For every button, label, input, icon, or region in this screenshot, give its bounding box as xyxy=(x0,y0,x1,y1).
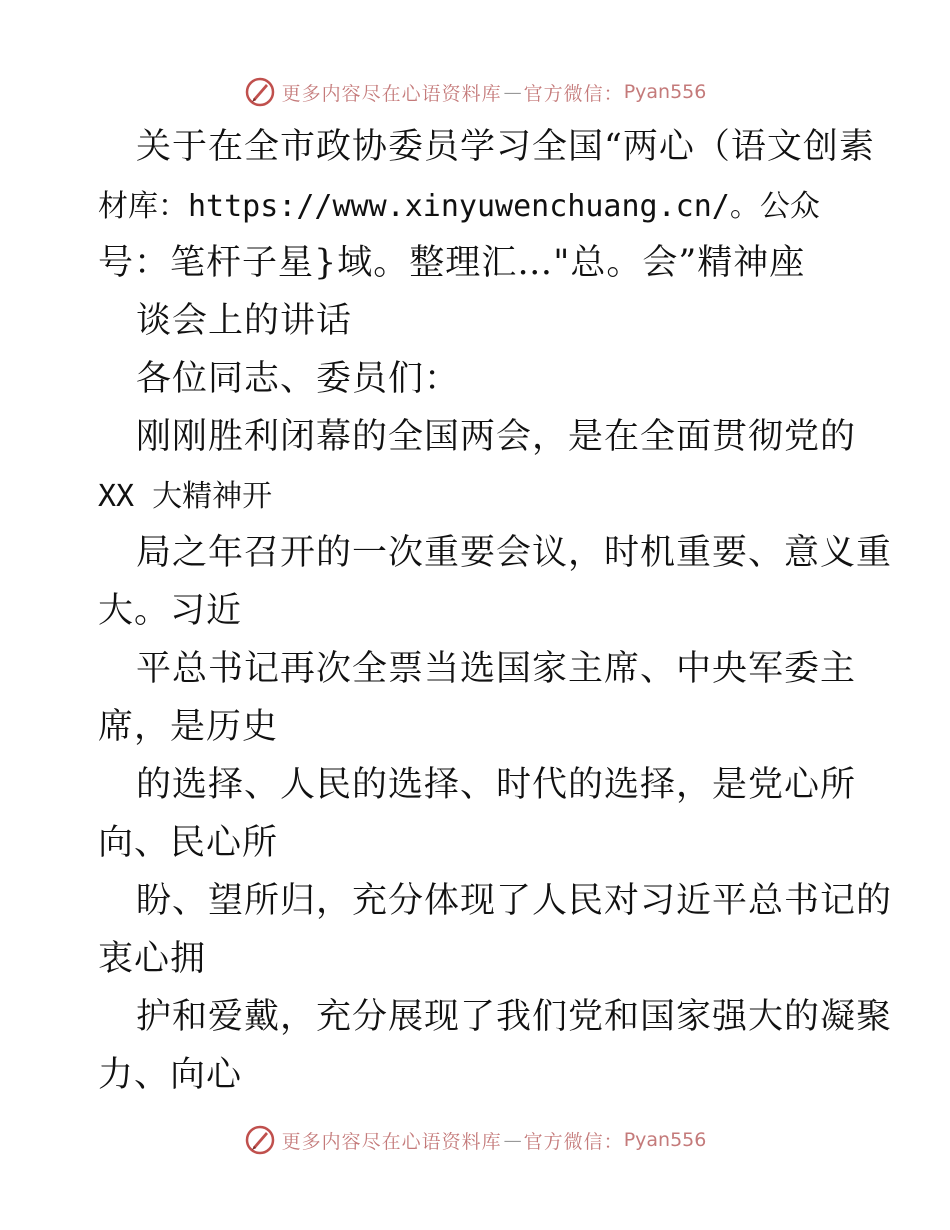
text-line: 局之年召开的一次重要会议，时机重要、意义重 xyxy=(136,533,893,573)
footer-watermark xyxy=(0,1120,950,1160)
watermark-separator: — xyxy=(503,1129,522,1151)
text-line-content: 材库：https://www.xinyuwenchuang.cn/。公众 xyxy=(98,189,820,224)
text-line: 关于在全市政协委员学习全国“两心（语文创素 xyxy=(136,127,875,167)
text-line: 谈会上的讲话 xyxy=(136,301,353,341)
text-line: 衷心拥 xyxy=(98,939,207,979)
text-line: 刚刚胜利闭幕的全国两会，是在全面贯彻党的 xyxy=(136,417,857,457)
document-body xyxy=(98,118,893,1104)
text-line: 各位同志、委员们： xyxy=(136,359,461,399)
text-line: 席，是历史 xyxy=(98,707,279,747)
watermark-text: 更多内容尽在心语资料库 xyxy=(281,82,502,105)
text-line xyxy=(98,176,858,234)
watermark-wechat-label: 官方微信： xyxy=(523,82,624,105)
text-line-content: XX 大精神开 xyxy=(98,479,273,514)
text-line: 平总书记再次全票当选国家主席、中央军委主 xyxy=(136,649,857,689)
text-line: 的选择、人民的选择、时代的选择，是党心所 xyxy=(136,765,857,805)
text-line xyxy=(98,466,858,524)
text-line: 向、民心所 xyxy=(98,823,279,863)
text-line: 力、向心 xyxy=(98,1055,243,1095)
quill-logo-icon xyxy=(244,1124,276,1156)
text-line: 护和爱戴，充分展现了我们党和国家强大的凝聚 xyxy=(136,997,893,1037)
watermark-separator: — xyxy=(503,81,522,103)
text-line: 号：笔杆子星}域。整理汇…"总。会”精神座 xyxy=(98,243,806,283)
text-line: 盼、望所归，充分体现了人民对习近平总书记的 xyxy=(136,881,893,921)
watermark-wechat-label: 官方微信： xyxy=(523,1130,624,1153)
watermark-text: 更多内容尽在心语资料库 xyxy=(281,1130,502,1153)
quill-logo-icon xyxy=(244,76,276,108)
watermark-handle: Pyan556 xyxy=(623,1129,707,1151)
header-watermark xyxy=(0,72,950,112)
watermark-handle: Pyan556 xyxy=(623,81,707,103)
text-line: 大。习近 xyxy=(98,591,243,631)
